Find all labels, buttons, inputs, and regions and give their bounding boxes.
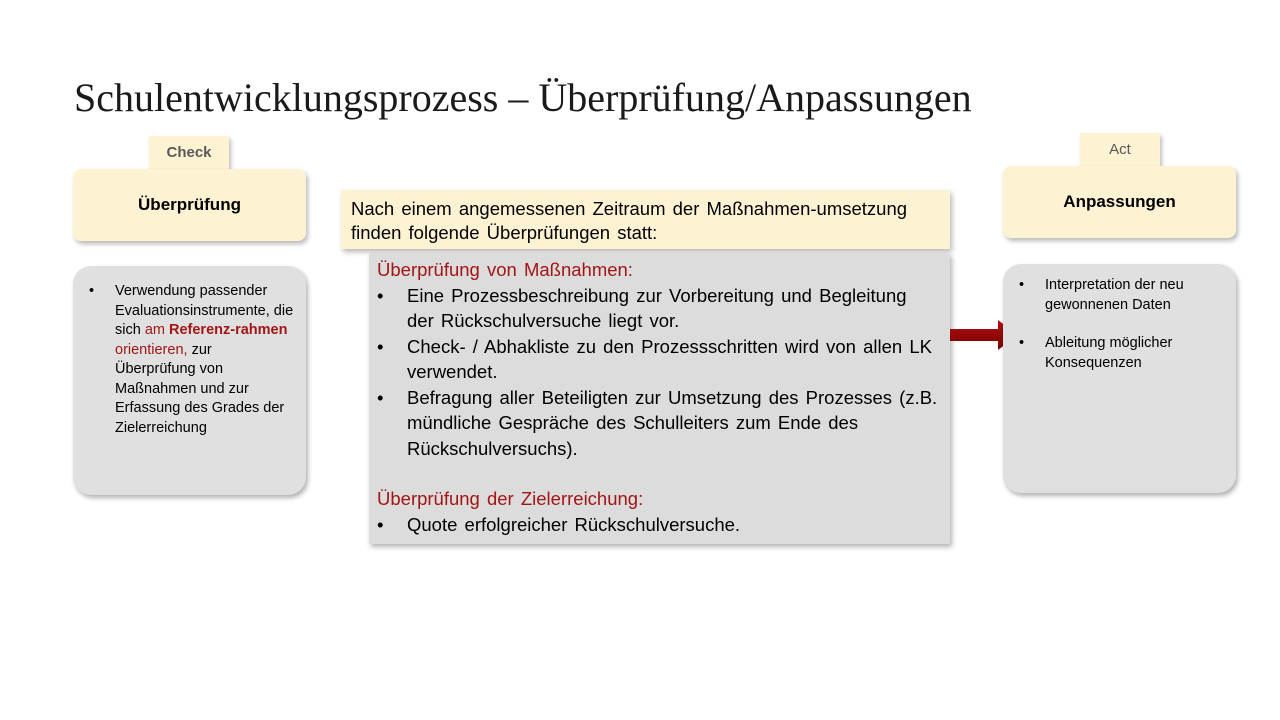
- intro-box: [341, 190, 950, 249]
- check-bullet-text-1: Verwendung passender Evaluationsinstrumente, die sich: [115, 283, 294, 338]
- check-details-box: [73, 266, 306, 495]
- section1-list: [377, 283, 940, 462]
- check-bullet-text-2: am: [144, 322, 169, 338]
- check-bullet-text-4: orientieren,: [115, 341, 188, 358]
- list-item: • Befragung aller Beteiligten zur Umsetzung des Prozesses (z.B. mündliche Gespräche des Schulleiters zum Ende des Rückschulversuchs).: [377, 385, 940, 462]
- check-bullet-item: [89, 282, 296, 438]
- check-header-label: Überprüfung: [138, 195, 241, 214]
- section1-heading: Überprüfung von Maßnahmen:: [377, 259, 633, 280]
- list-item: • Ableitung möglicher Konsequenzen: [1019, 334, 1226, 373]
- act-bullet-list: [1019, 276, 1226, 373]
- check-bullet-list: [89, 282, 296, 438]
- act-tab: Act: [1080, 133, 1160, 167]
- list-item: • Eine Prozessbeschreibung zur Vorbereitung und Begleitung der Rückschulversuche liegt vor.: [377, 283, 940, 334]
- act-header-label: Anpassungen: [1063, 192, 1176, 211]
- spacer: [377, 461, 940, 486]
- list-item: • Check- / Abhakliste zu den Prozessschritten wird von allen LK verwendet.: [377, 334, 940, 385]
- section2-list: [377, 512, 940, 538]
- check-header: [73, 169, 306, 241]
- intro-text: Nach einem angemessenen Zeitraum der Maßnahmen-umsetzung finden folgende Überprüfungen statt:: [351, 198, 908, 243]
- section2-heading: Überprüfung der Zielerreichung:: [377, 488, 644, 509]
- act-details-box: [1003, 264, 1236, 493]
- slide-title: Schulentwicklungsprozess – Überprüfung/Anpassungen: [74, 75, 972, 120]
- check-bullet-text-5: zur Überprüfung von Maßnahmen und zur Erfassung des Grades der Zielerreichung: [115, 341, 285, 436]
- check-bullet-text-3: Referenz-rahmen: [169, 322, 288, 338]
- act-header: [1003, 166, 1236, 238]
- check-tab: Check: [149, 136, 229, 170]
- main-details-box: [369, 253, 950, 544]
- list-item: • Quote erfolgreicher Rückschulversuche.: [377, 512, 940, 538]
- list-item: • Interpretation der neu gewonnenen Daten: [1019, 276, 1226, 315]
